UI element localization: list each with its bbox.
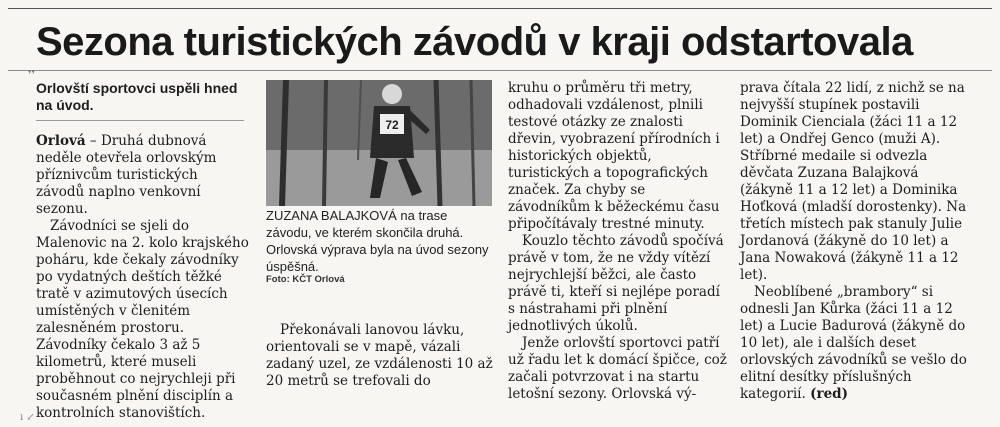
col1-paragraph-2: Závodníci se sjeli do Malenovic na 2. kolo krajského poháru, kde čekaly závodníky po vydatných deštích těžké tratě v azimutových úsecích umístěných v členitém zalesněném prostoru. Závodníky čekalo 3 až 5 kilometrů, které museli proběhnout co nejrychleji při současném plnění disciplín a kontrolních stanovištích.: [36, 218, 249, 421]
col4-paragraph-2: Neoblíbené „brambory“ si odnesli Jan Kůrka (žáci 11 a 12 let) a Lucie Badurová (žákyně do 10 let), ale i dalších deset orlovských závodníků se vešlo do elitní desítky příslušných kategorií.: [740, 284, 967, 402]
author-signature: (red): [810, 386, 849, 402]
caption-text: na trase závodu, ve kterém skončila druhá. Orlovská výprava byla na úvod sezony úspěšná.: [266, 208, 489, 274]
scan-mark-icon: ❜❜: [28, 68, 36, 81]
lead-rule: [36, 120, 244, 121]
lead-paragraph: Orlovští sportovci uspěli hned na úvod.: [36, 80, 238, 113]
caption-name: ZUZANA BALAJKOVÁ: [266, 208, 397, 223]
col2-paragraph-1: Překonávali lanovou lávku, orientovali se v mapě, vázali zadaný uzel, ze vzdálenosti 10 až 20 metrů se trefovali do: [266, 322, 493, 389]
col1-paragraph-1: – Druhá dubnová neděle otevřela orlovským příznivcům turistických závodů naplno venkovní sezonu.: [36, 133, 217, 217]
col3-paragraph-3: Jenže orlovští sportovci patří už řadu let k domácí špičce, což začali potvrzovat i na startu letošní sezony. Orlovská vý-: [508, 335, 727, 402]
race-bib: 72: [385, 118, 399, 132]
photo-credit: Foto: KČT Orlová: [266, 274, 345, 285]
column-2: [266, 322, 496, 390]
column-3: [508, 80, 730, 403]
column-1: [36, 133, 250, 422]
dateline-place: Orlová: [36, 133, 86, 149]
article-photo: [266, 80, 492, 206]
col4-paragraph-1: prava čítala 22 lidí, z nichž se na nejvyšší stupínek postavili Dominik Cienciala (žáci 11 a 12 let) a Ondřej Genco (muži A). Stříbrné medaile si odvezla děvčata Zuzana Balajková (žákyně 11 a 12 let) a Dominika Hoťková (mladší dorostenky). Na třetích místech pak stanuly Julie Jordanová (žákyně do 10 let) a Jana Nowaková (žákyně 11 a 12 let).: [740, 80, 967, 283]
col3-paragraph-2: Kouzlo těchto závodů spočívá právě v tom, že ne vždy vítězí nejrychlejší běžci, ale často právě ti, kteří si nejlépe poradí s nástrahami při plnění jednotlivých úkolů.: [508, 233, 724, 334]
photo-illustration: [266, 80, 492, 206]
column-4: [740, 80, 970, 403]
scan-mark-bottom-icon: ı ↙: [20, 412, 35, 423]
headline-rule: [8, 70, 992, 71]
col3-paragraph-1: kruhu o průměru tři metry, odhadovali vzdálenost, plnili testové otázky ze znalosti dřevin, vyobrazení přírodních i historických objektů, turistických a topografických značek. Za chyby se závodníkům k běžeckému času připočítávaly trestné minuty.: [508, 80, 720, 232]
headline: Sezona turistických závodů v kraji odstartovala: [36, 20, 913, 64]
top-rule: [8, 8, 992, 9]
photo-caption: [266, 207, 492, 275]
